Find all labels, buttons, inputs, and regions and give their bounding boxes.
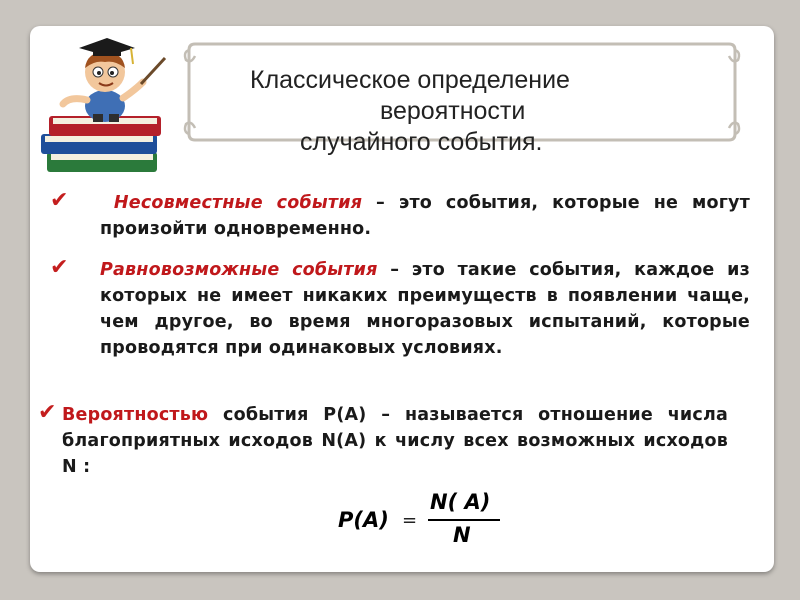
formula-lhs: P(A)	[338, 508, 389, 532]
probability-formula	[338, 490, 538, 550]
definition-probability: события P(A) – называется отношение числа благоприятных исходов N(A) к числу всех возможных исходов N :	[62, 405, 728, 477]
title-line-2: вероятности	[380, 97, 526, 125]
check-icon: ✔	[38, 400, 57, 425]
term-probability: Вероятностью	[62, 405, 209, 425]
formula-denominator: N	[453, 523, 471, 547]
definition-equiprobable: – это такие события, каждое из которых не имеет никаких преимуществ в появлении чаще, чем другое, во время многоразовых испытаний, которые проводятся при одинаковых условиях.	[100, 260, 750, 358]
term-equiprobable: Равновозможные события	[100, 260, 378, 280]
check-icon: ✔	[50, 255, 69, 280]
point-incompatible-events	[100, 190, 750, 242]
check-icon: ✔	[50, 188, 69, 213]
title-line-1: Классическое определение	[250, 66, 570, 94]
professor-on-books-icon	[35, 30, 175, 180]
term-incompatible: Несовместные события	[113, 193, 363, 213]
definition-incompatible: – это события, которые не могут произойти одновременно.	[100, 193, 751, 239]
probability-definition	[62, 402, 728, 480]
slide-title	[200, 65, 670, 158]
title-line-3: случайного события.	[300, 128, 543, 156]
formula-numerator: N( A)	[430, 490, 491, 514]
fraction-bar	[428, 519, 500, 521]
point-equiprobable-events	[100, 257, 750, 361]
formula-equals: =	[402, 510, 418, 531]
